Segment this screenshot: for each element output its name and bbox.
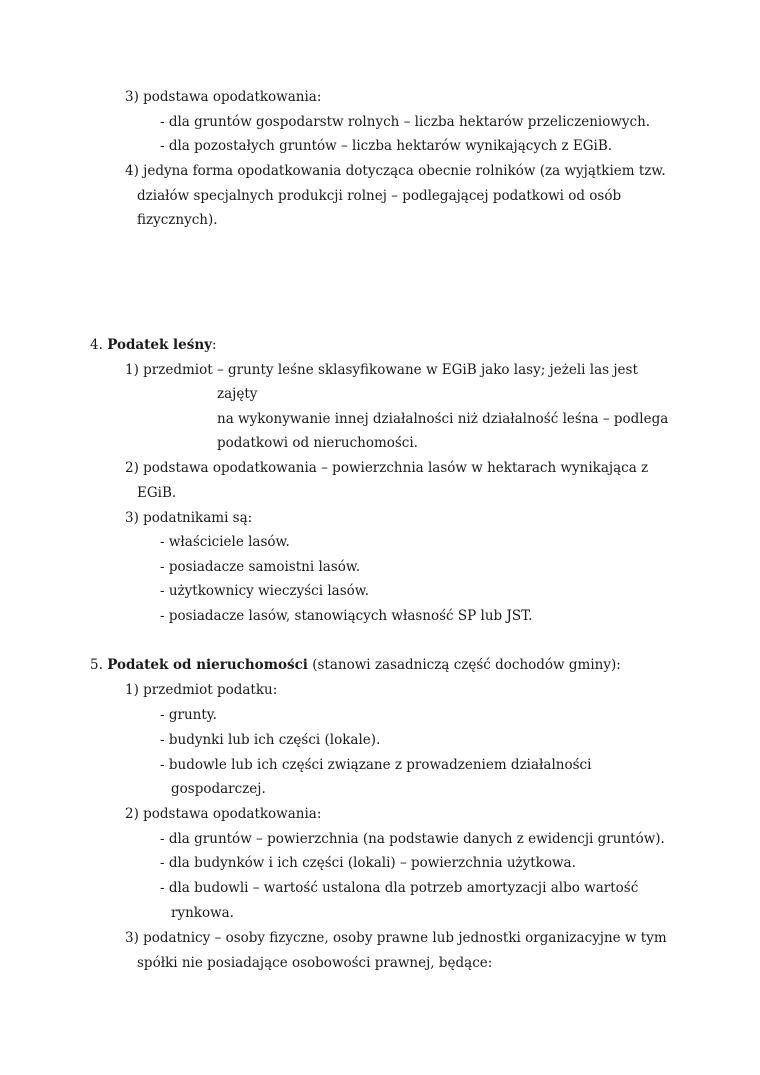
section-title: Podatek od nieruchomości bbox=[107, 657, 308, 673]
section-title-suffix: : bbox=[212, 337, 217, 353]
list-item: - użytkownicy wieczyści lasów. bbox=[160, 583, 369, 599]
paragraph-line: 2) podstawa opodatkowania – powierzchnia lasów w hektarach wynikająca z bbox=[125, 460, 649, 476]
section-title-suffix: (stanowi zasadniczą część dochodów gminy): bbox=[312, 657, 621, 673]
list-item: - dla gruntów – powierzchnia (na podstawie danych z ewidencji gruntów). bbox=[160, 831, 665, 847]
list-item: - dla budynków i ich części (lokali) – powierzchnia użytkowa. bbox=[160, 855, 576, 871]
section-5-heading bbox=[90, 656, 621, 674]
item-4-line: 4) jedyna forma opodatkowania dotycząca obecnie rolników (za wyjątkiem tzw. bbox=[125, 163, 666, 179]
paragraph-line: 3) podatnikami są: bbox=[125, 510, 253, 526]
item-4-line: działów specjalnych produkcji rolnej – podlegającej podatkowi od osób bbox=[137, 188, 622, 204]
paragraph-line: 1) przedmiot podatku: bbox=[125, 682, 278, 698]
paragraph-line: na wykonywanie innej działalności niż działalność leśna – podlega bbox=[217, 411, 669, 427]
paragraph-line: spółki nie posiadające osobowości prawnej, będące: bbox=[137, 955, 493, 971]
list-item: - dla pozostałych gruntów – liczba hektarów wynikających z EGiB. bbox=[160, 138, 613, 154]
paragraph-line: 2) podstawa opodatkowania: bbox=[125, 806, 322, 822]
list-item: - grunty. bbox=[160, 707, 217, 723]
list-item: - właściciele lasów. bbox=[160, 534, 290, 550]
paragraph-line: podatkowi od nieruchomości. bbox=[217, 435, 418, 451]
list-item: gospodarczej. bbox=[171, 781, 266, 797]
list-item: - posiadacze lasów, stanowiących własność SP lub JST. bbox=[160, 608, 533, 624]
section-title: Podatek leśny bbox=[107, 337, 213, 353]
section-number: 4. bbox=[90, 337, 103, 353]
paragraph-line: EGiB. bbox=[137, 485, 177, 501]
list-item: - budowle lub ich części związane z prowadzeniem działalności bbox=[160, 757, 592, 773]
item-3-heading: 3) podstawa opodatkowania: bbox=[125, 89, 322, 105]
section-number: 5. bbox=[90, 657, 103, 673]
list-item: - posiadacze samoistni lasów. bbox=[160, 559, 361, 575]
item-4-line: fizycznych). bbox=[137, 212, 218, 228]
paragraph-line: zajęty bbox=[217, 386, 258, 402]
list-item: - dla budowli – wartość ustalona dla potrzeb amortyzacji albo wartość bbox=[160, 880, 639, 896]
paragraph-line: 1) przedmiot – grunty leśne sklasyfikowane w EGiB jako lasy; jeżeli las jest bbox=[125, 362, 638, 378]
list-item: - budynki lub ich części (lokale). bbox=[160, 732, 381, 748]
section-4-heading bbox=[90, 336, 217, 354]
paragraph-line: 3) podatnicy – osoby fizyczne, osoby prawne lub jednostki organizacyjne w tym bbox=[125, 930, 667, 946]
list-item: - dla gruntów gospodarstw rolnych – liczba hektarów przeliczeniowych. bbox=[160, 114, 651, 130]
list-item: rynkowa. bbox=[171, 905, 234, 921]
